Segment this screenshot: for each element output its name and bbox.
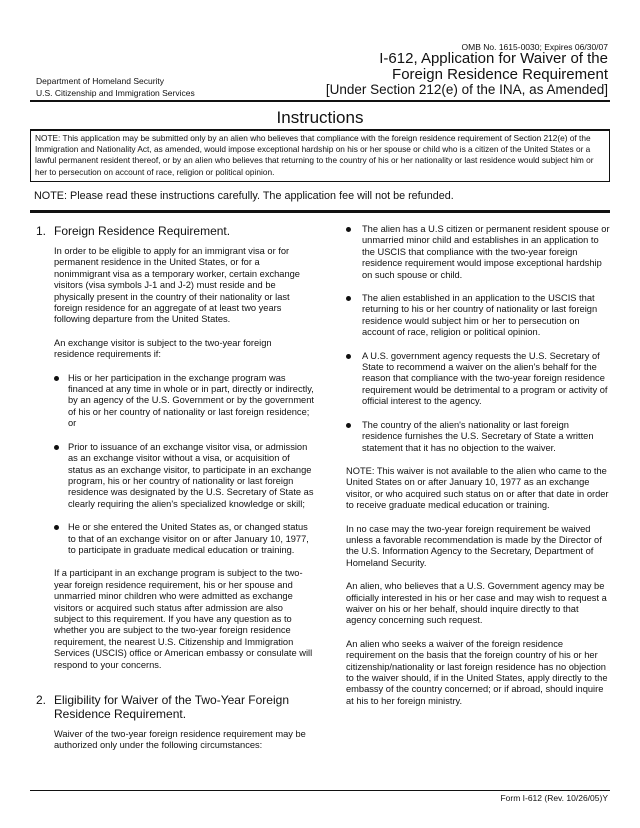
- section-2-heading: [36, 693, 314, 721]
- list-item: [54, 442, 314, 510]
- right-column-paragraph: An alien, who believes that a U.S. Government agency may be officially interested in his or her case and may wish to request a waiver on his or her behalf, should inquire directly to that agency concerning such request.: [346, 581, 607, 626]
- list-item: [346, 293, 610, 339]
- left-column: [36, 224, 314, 764]
- form-title-line2: Foreign Residence Requirement: [392, 66, 608, 83]
- agency-subname: U.S. Citizenship and Immigration Services: [36, 88, 195, 98]
- bullet-icon: [346, 296, 351, 301]
- right-column-paragraph: An alien who seeks a waiver of the foreign residence requirement on the basis that the foreign country of his or her citizenship/nationality or last foreign residence has no objection to the waiver should, if in the United States, apply directly to the embassy of the country concerned; or if abroad, should inquire at his to her foreign ministry.: [346, 638, 608, 706]
- bullet-icon: [346, 354, 351, 359]
- right-column-paragraph: In no case may the two-year foreign requirement be waived unless a favorable recommendation is made by the Director of the U.S. Information Agency to the Secretary, Department of Homeland Security.: [346, 523, 602, 568]
- section-1-paragraph: If a participant in an exchange program is subject to the two-year foreign residence requirement, his or her spouse and unmarried minor children who were admitted as exchange visitors or acquired such status after admission are also subject to this requirement. If you have any question as to whether you are subject to the two-year foreign residence requirement, the nearest U.S. Citizenship and Immigration Services (USCIS) office or American embassy or consulate will respond to your concerns.: [54, 568, 313, 670]
- list-item-text: The alien has a U.S citizen or permanent resident spouse or unmarried minor child and establishes in an application to the USCIS that compliance with the two-year foreign residence requirement would impose exceptional hardship on such spouse or child.: [362, 224, 610, 280]
- waiver-note-paragraph: NOTE: This waiver is not available to the alien who came to the United States on or after January 10, 1977 as an exchange visitor, or who acquired such status on or after that date in order to receive graduate medical education or training.: [346, 465, 609, 511]
- right-column: [346, 224, 610, 719]
- list-item-text: His or her participation in the exchange program was financed at any time in whole or in part, directly or indirectly, by an agency of the U.S. Government or by the government of his or her country of nationality or last foreign residence; or: [68, 372, 314, 429]
- form-subtitle: [Under Section 212(e) of the INA, as Amended]: [325, 82, 608, 97]
- fee-note: NOTE: Please read these instructions carefully. The application fee will not be refunded.: [34, 190, 454, 202]
- section-1-paragraph: In order to be eligible to apply for an immigrant visa or for permanent residence in the United States, or for a nonimmigrant visa as a temporary worker, certain exchange visitors (visa symbols J-1 and J-2) must reside and be physically present in the country of their nationality or last foreign residence for an aggregate of at least two years following departure from the United States.: [54, 246, 300, 325]
- section-1-heading: [36, 224, 314, 238]
- list-item-text: Prior to issuance of an exchange visitor visa, or admission as an exchange visitor without a visa, or acquisition of status as an exchange visitor, to participate in an exchange program, his or her country of nationality or last foreign residence was designated by the U.S. Secretary of State as clearly requiring the alien's specialized knowledge or skill;: [68, 441, 314, 509]
- eligibility-note-box: NOTE: This application may be submitted only by an alien who believes that compliance with the foreign residence requirement of Section 212(e) of the Immigration and Nationality Act, as amended, would impose exceptional hardship on his or her spouse or child who is a citizen of the United States or a lawful permanent resident thereof, or by an alien who believes that returning to the country of his or her nationality or last residence would subject him or her to persecution on account of race, religion or political opinion.: [30, 130, 610, 182]
- list-item: [346, 224, 610, 281]
- instructions-title: Instructions: [276, 108, 364, 127]
- section-2-paragraph: Waiver of the two-year foreign residence requirement may be authorized only under the following circumstances:: [54, 729, 306, 751]
- bullet-icon: [54, 376, 59, 381]
- section-2-title: Eligibility for Waiver of the Two-Year Foreign Residence Requirement.: [54, 693, 289, 721]
- list-item: [346, 420, 610, 454]
- list-item-text: He or she entered the United States as, or changed status to that of an exchange visitor on or after January 10, 1977, to participate in graduate medical education or training.: [68, 522, 309, 555]
- section-1-paragraph: An exchange visitor is subject to the two-year foreign residence requirements if:: [54, 337, 272, 360]
- omb-number: OMB No. 1615-0030; Expires 06/30/07: [461, 42, 608, 52]
- section-1-title: Foreign Residence Requirement.: [54, 224, 231, 238]
- bullet-icon: [54, 445, 59, 450]
- footer-divider: [30, 790, 610, 791]
- bullet-icon: [346, 423, 351, 428]
- bullet-icon: [346, 227, 351, 232]
- header-divider: [30, 100, 610, 102]
- agency-name: Department of Homeland Security: [36, 76, 165, 86]
- list-item: [54, 522, 314, 556]
- list-item: [54, 373, 314, 430]
- content-divider: [30, 210, 610, 213]
- list-item-text: The alien established in an application to the USCIS that returning to his or her country of nationality or last foreign residence would subject him or her to persecution on account of race, religion or political opinion.: [362, 293, 598, 338]
- form-title-line1: I-612, Application for Waiver of the: [379, 50, 608, 67]
- list-item: [346, 351, 610, 408]
- form-revision-footer: Form I-612 (Rev. 10/26/05)Y: [500, 793, 608, 803]
- section-2-number: 2.: [36, 693, 47, 707]
- list-item-text: The country of the alien's nationality or last foreign residence furnishes the U.S. Secretary of State a written statement that it has no objection to the waiver.: [362, 419, 594, 453]
- bullet-icon: [54, 525, 59, 530]
- section-1-number: 1.: [36, 224, 47, 238]
- list-item-text: A U.S. government agency requests the U.S. Secretary of State to recommend a waiver on the alien's behalf for the reason that compliance with the two-year foreign residence requirement would be detrimental to a program or activity of official interest to the agency.: [362, 350, 608, 407]
